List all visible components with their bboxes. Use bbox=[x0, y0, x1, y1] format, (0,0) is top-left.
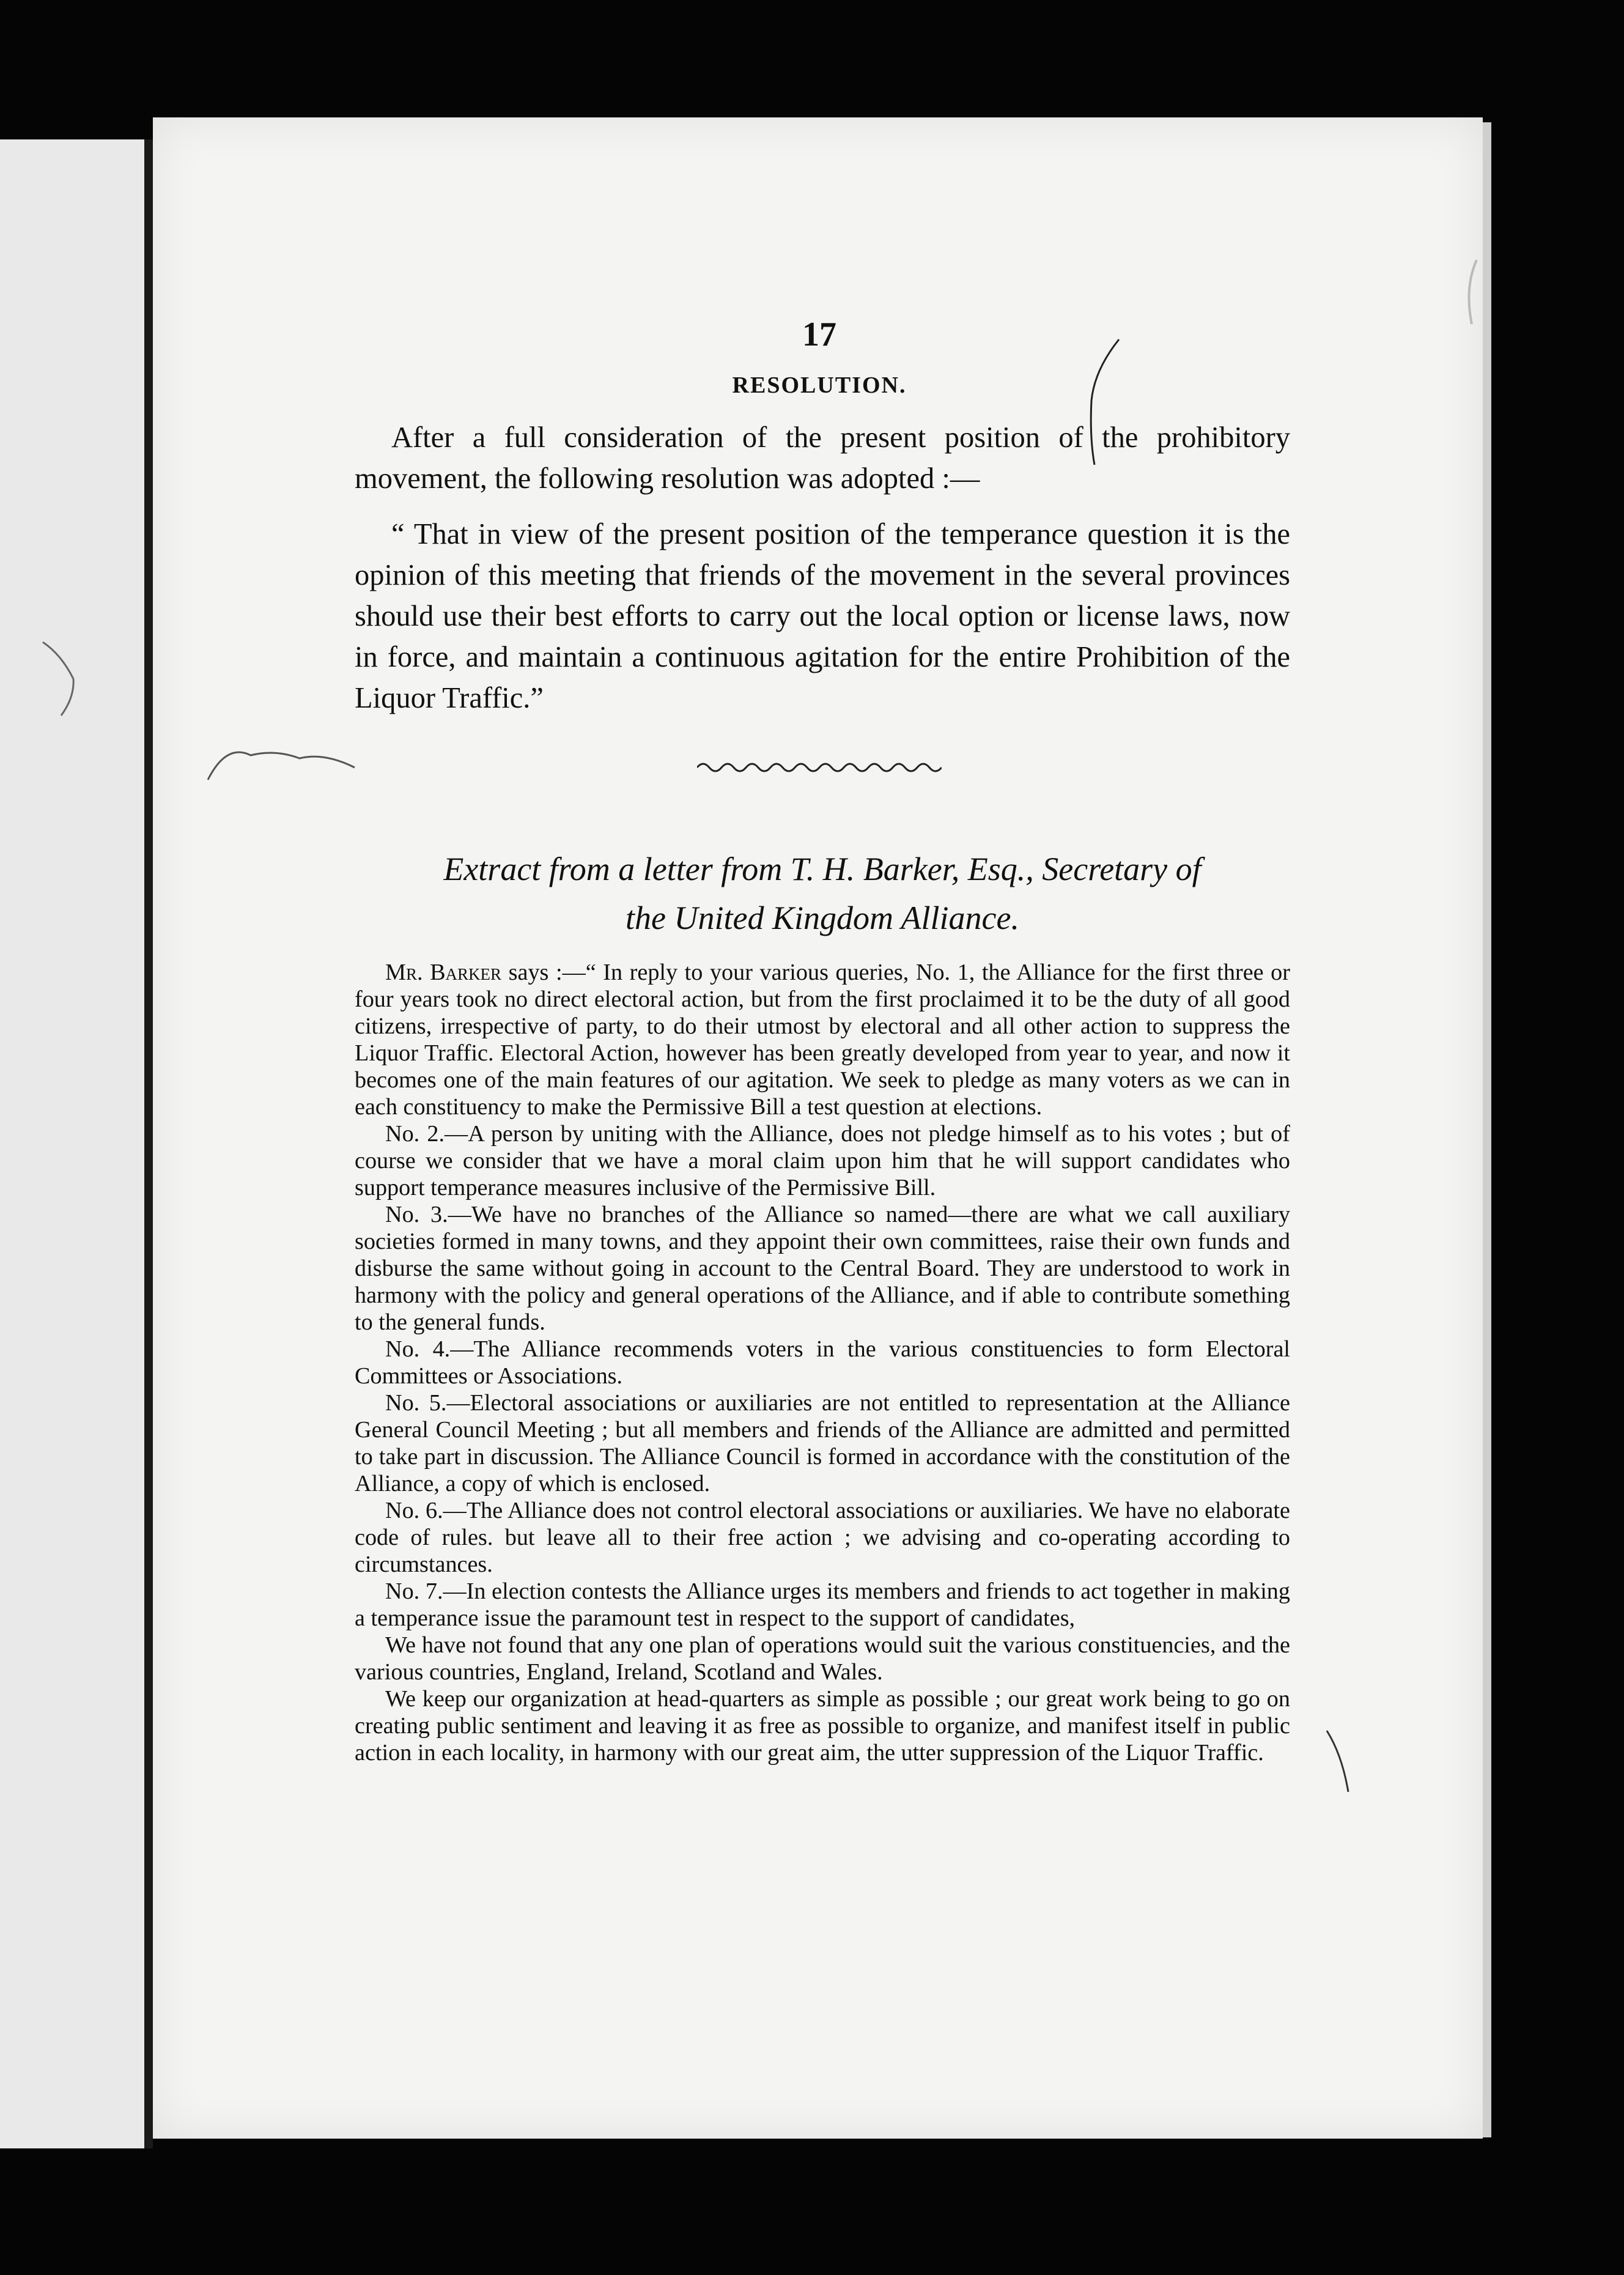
letter-body bbox=[355, 959, 1290, 1766]
letter-paragraph: No. 7.—In election contests the Alliance urges its members and friends to act together in making a temperance issue the paramount test in respect to the support of candidates, bbox=[355, 1578, 1290, 1631]
letter-paragraph: We keep our organization at head-quarters as simple as possible ; our great work being to go on creating public sentiment and leaving it as free as possible to organize, and manifest itself in public action in each locality, in harmony with our great aim, the utter suppression of the Liquor Traffic. bbox=[355, 1686, 1290, 1766]
page-number: 17 bbox=[802, 316, 836, 353]
letter-paragraph: No. 3.—We have no branches of the Alliance so named—there are what we call auxiliary societies formed in many towns, and they appoint their own committees, raise their own funds and disburse the same without going in account to the Central Board. They are understood to work in harmony with the policy and general operations of the Alliance, and if able to contribute something to the general funds. bbox=[355, 1202, 1290, 1335]
margin-pencil-mark bbox=[37, 624, 86, 722]
resolution-intro: After a full consideration of the present position of the prohibitory movement, the following resolution was adopted :— bbox=[355, 421, 1290, 495]
extract-title-line-2: the United Kingdom Alliance. bbox=[626, 900, 1019, 936]
letter-paragraph: No. 4.—The Alliance recommends voters in the various constituencies to form Electoral Committees or Associations. bbox=[355, 1336, 1290, 1389]
letter-paragraph: Mr. Barker says :—“ In reply to your various queries, No. 1, the Alliance for the first three or four years took no direct electoral action, but from the first proclaimed it to be the duty of all good citizens, irrespective of party, to do their utmost by electoral and all other action to suppress the Liquor Traffic. Electoral Action, however has been greatly developed from year to year, and now it becomes one of the main features of our agitation. We seek to pledge as many voters as we can in each constituency to make the Permissive Bill a test question at elections. bbox=[355, 960, 1290, 1120]
page-right-edge bbox=[1483, 122, 1491, 2137]
previous-page-edge bbox=[0, 139, 147, 2148]
letter-paragraph: No. 6.—The Alliance does not control electoral associations or auxiliaries. We have no elaborate code of rules. but leave all to their free action ; we advising and co-operating according to circumstances. bbox=[355, 1498, 1290, 1577]
edge-mark bbox=[1458, 257, 1483, 330]
resolution-heading: RESOLUTION. bbox=[732, 372, 907, 398]
letter-paragraph: We have not found that any one plan of operations would suit the various constituencies, and the various countries, England, Ireland, Scotland and Wales. bbox=[355, 1632, 1290, 1685]
letter-paragraph: No. 2.—A person by uniting with the Alliance, does not pledge himself as to his votes ; but of course we consider that we have a moral claim upon him that he will support candidates who support temperance measures inclusive of the Permissive Bill. bbox=[355, 1121, 1290, 1200]
speaker-name: Mr. Barker bbox=[385, 960, 502, 985]
extract-title-line-1: Extract from a letter from T. H. Barker, Esq., Secretary of bbox=[443, 851, 1201, 887]
margin-pencil-mark-right bbox=[1324, 1725, 1360, 1798]
page-gutter bbox=[144, 139, 153, 2148]
letter-paragraph: No. 5.—Electoral associations or auxiliaries are not entitled to representation at the Alliance General Council Meeting ; but all members and friends of the Alliance are admitted and permitted to take part in discussion. The Alliance Council is formed in accordance with the constitution of the Alliance, a copy of which is enclosed. bbox=[355, 1390, 1290, 1496]
resolution-quote: “ That in view of the present position of the temperance question it is the opinion of this meeting that friends of the movement in the several provinces should use their best efforts to carry out the local option or license laws, now in force, and maintain a continuous agitation for the entire Prohibition of the Liquor Traffic.” bbox=[355, 518, 1290, 714]
wavy-divider-ornament bbox=[697, 758, 942, 777]
margin-scribble-mark bbox=[202, 731, 361, 786]
